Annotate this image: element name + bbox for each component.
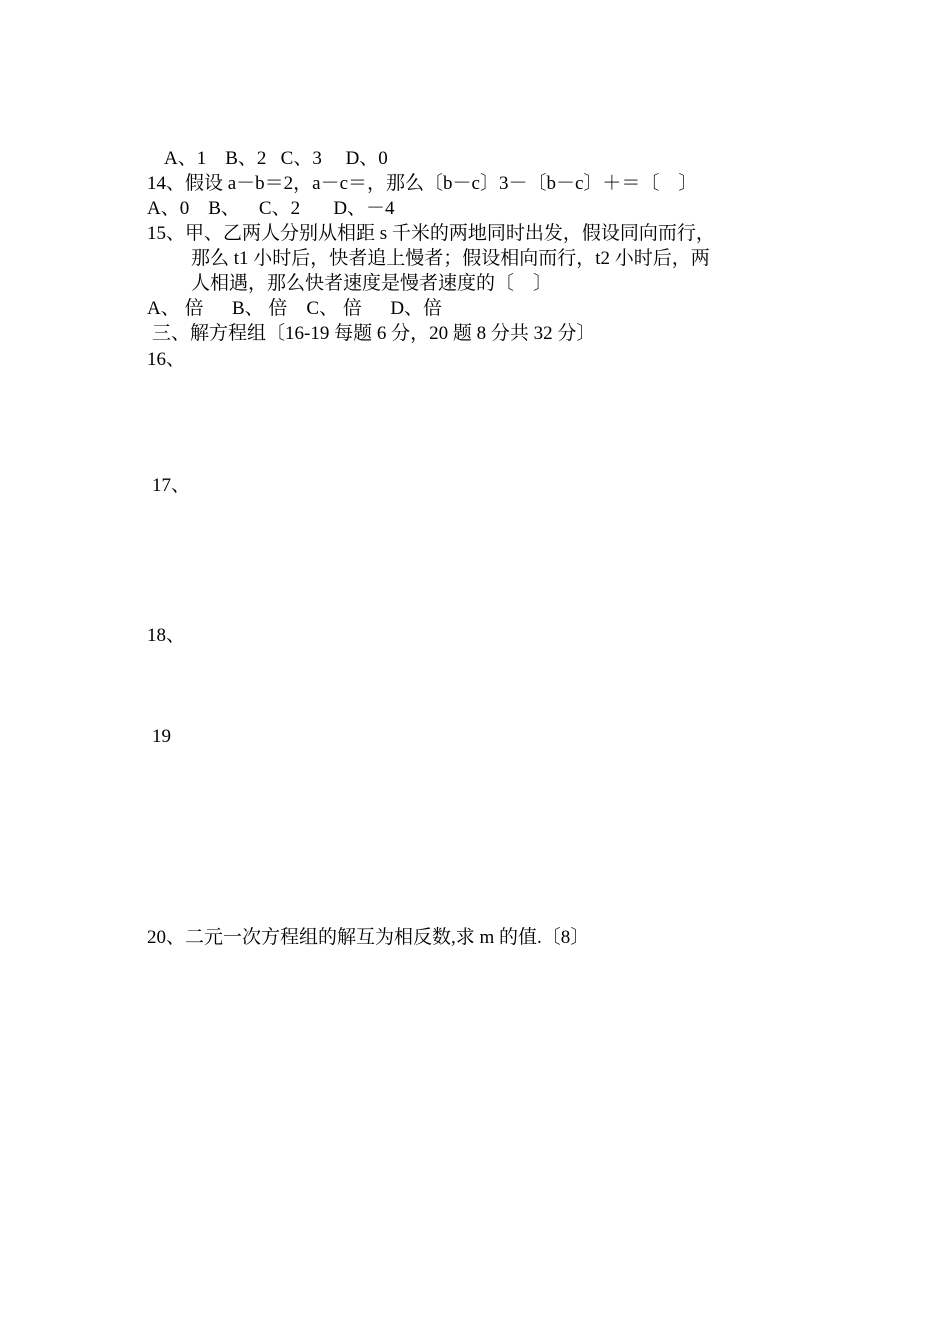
question-19-label: 19 <box>152 726 171 747</box>
question-15-stem-line-2: 那么 t1 小时后，快者追上慢者；假设相向而行，t2 小时后，两 <box>191 248 710 269</box>
question-15-stem-line-3: 人相遇，那么快者速度是慢者速度的〔 〕 <box>191 273 553 294</box>
question-15-stem-line-1: 15、甲、乙两人分别从相距 s 千米的两地同时出发，假设同向而行， <box>147 223 715 244</box>
question-18-label: 18、 <box>147 625 186 646</box>
question-16-label: 16、 <box>147 349 186 370</box>
question-13-options: A、1 B、2 C、3 D、0 <box>164 148 388 169</box>
section-3-heading: 三、解方程组〔16-19 每题 6 分，20 题 8 分共 32 分〕 <box>152 323 596 344</box>
question-14-options: A、0 B、 C、2 D、－4 <box>147 198 395 219</box>
question-17-label: 17、 <box>152 475 191 496</box>
question-20: 20、二元一次方程组的解互为相反数,求 m 的值.〔8〕 <box>147 927 590 948</box>
question-14-stem: 14、假设 a－b＝2，a－c＝，那么〔b－c〕3－〔b－c〕＋＝〔 〕 <box>147 173 698 194</box>
question-15-options: A、 倍 B、 倍 C、 倍 D、倍 <box>147 298 443 319</box>
